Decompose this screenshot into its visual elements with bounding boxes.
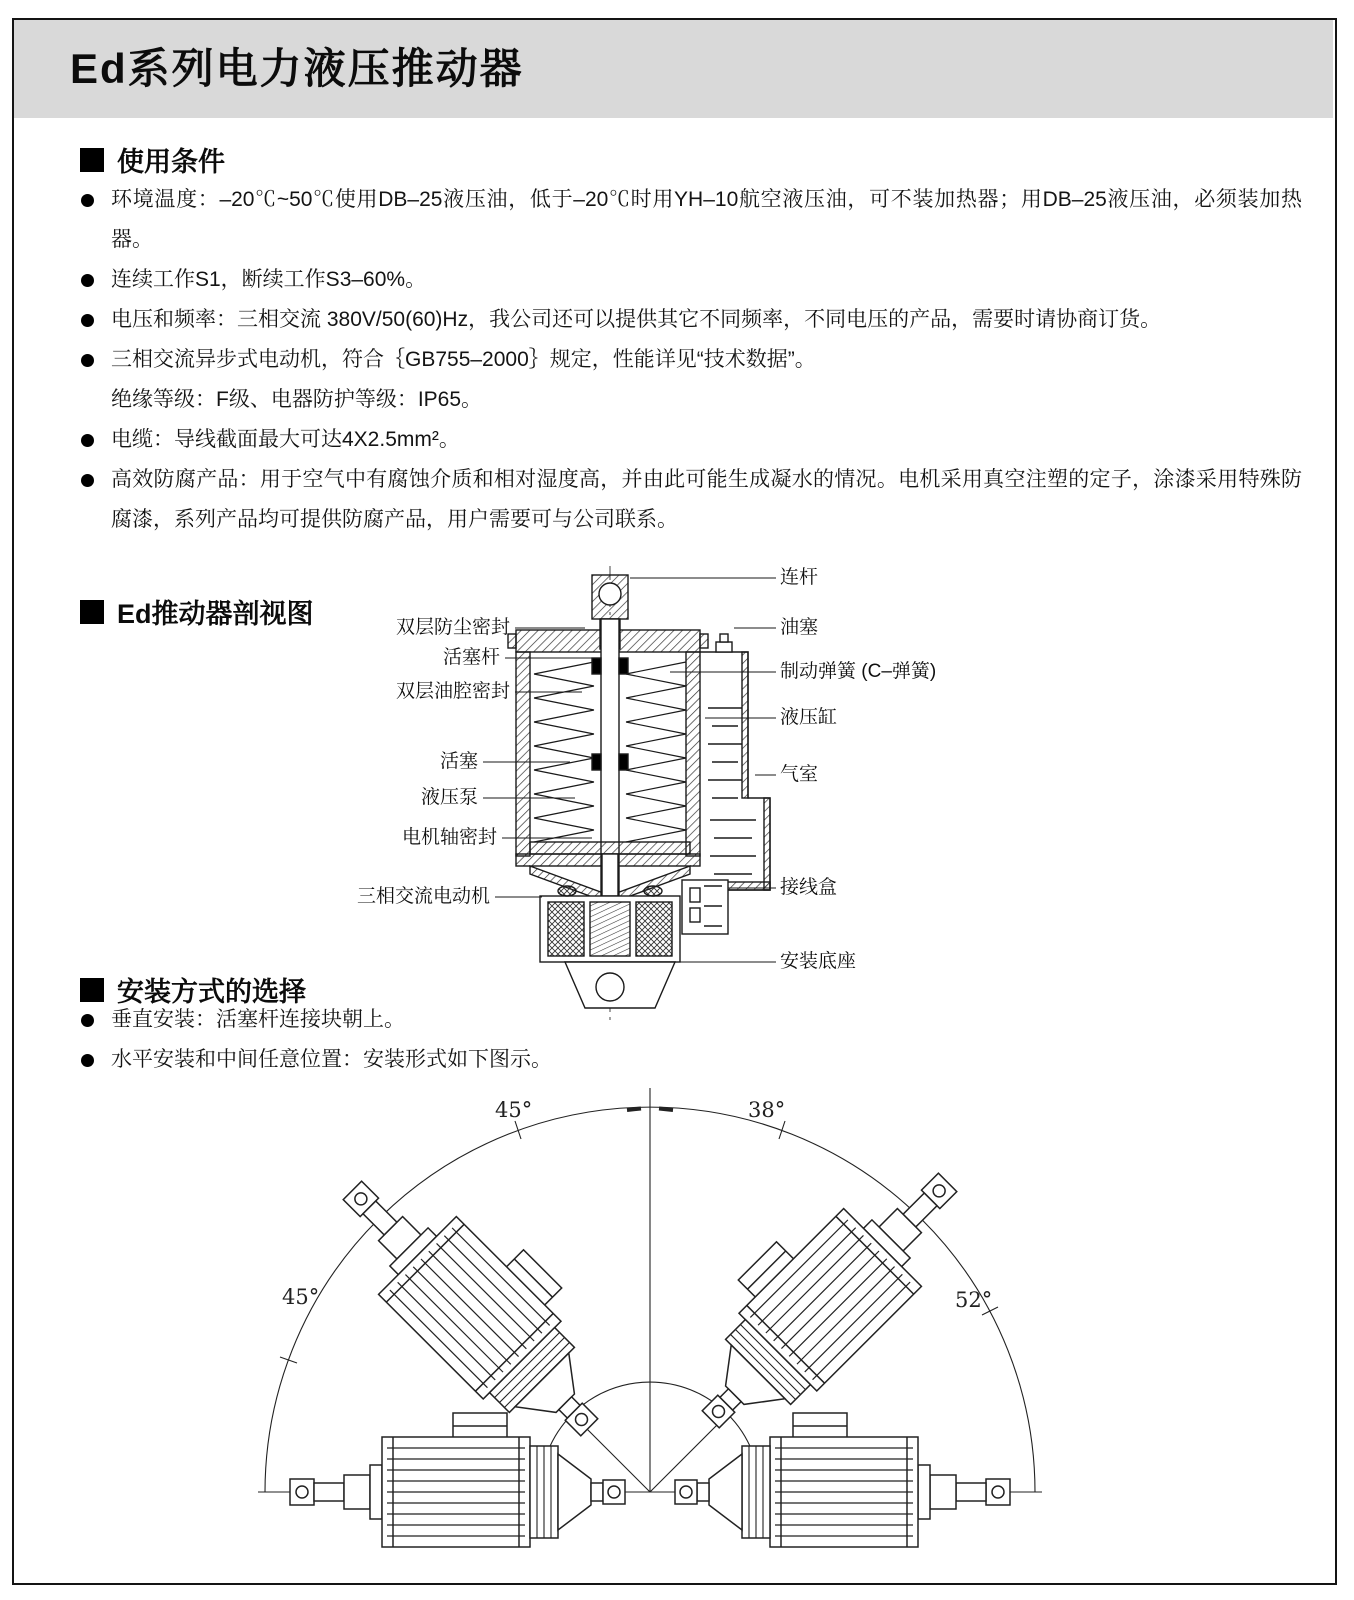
list-item-continuation: [80, 380, 1302, 420]
part-label: 双层油腔密封: [395, 681, 510, 702]
part-label: 安装底座: [780, 951, 857, 972]
bullet-icon: [81, 1054, 94, 1067]
bullet-icon: [81, 474, 94, 487]
list-item-text: 电缆：导线截面最大可达4X2.5mm²。: [111, 428, 460, 451]
list-item-text: 高效防腐产品：用于空气中有腐蚀介质和相对湿度高，并由此可能生成凝水的情况。电机采用真空注塑的定子，涂漆采用特殊防腐漆，系列产品均可提供防腐产品，用户需要可与公司联系。: [111, 468, 1302, 531]
angle-label: 38°: [748, 1098, 786, 1122]
list-item: [80, 340, 1302, 380]
part-label: 油塞: [780, 617, 819, 638]
list-item-text: 绝缘等级：F级、电器防护等级：IP65。: [111, 388, 483, 411]
part-label: 电机轴密封: [401, 827, 497, 848]
list-item-text: 连续工作S1，断续工作S3–60%。: [111, 268, 427, 291]
mounting-list: [80, 1000, 980, 1080]
mounting-figure: [240, 1080, 1120, 1592]
thruster-horizontal-right: [675, 1413, 1010, 1547]
usage-list: [80, 180, 1302, 540]
cutaway-figure: [330, 558, 1020, 1023]
list-item: [80, 300, 1302, 340]
thruster-horizontal-left: [290, 1413, 625, 1547]
list-item-text: 电压和频率：三相交流 380V/50(60)Hz，我公司还可以提供其它不同频率，不同电压的产品，需要时请协商订货。: [111, 308, 1162, 331]
part-label: 双层防尘密封: [395, 617, 510, 638]
section-heading-text: 安装方式的选择: [117, 977, 306, 1007]
thruster-tilted-right: [655, 1127, 987, 1459]
bullet-icon: [81, 1014, 94, 1027]
part-label: 活塞杆: [442, 647, 500, 668]
motor: [540, 886, 680, 962]
list-item-text: 水平安装和中间任意位置：安装形式如下图示。: [111, 1048, 552, 1071]
list-item-text: 环境温度：–20℃~50℃使用DB–25液压油，低于–20℃时用YH–10航空液压油，可不装加热器；用DB–25液压油，必须装加热器。: [111, 188, 1302, 251]
page-title: Ed系列电力液压推动器: [70, 45, 524, 92]
list-item: [80, 1000, 980, 1040]
bullet-icon: [81, 274, 94, 287]
angle-label: 52°: [955, 1288, 993, 1312]
section-heading-usage: [80, 140, 225, 179]
section-heading-cutaway: [80, 592, 314, 631]
angle-label: 45°: [495, 1098, 533, 1122]
bullet-icon: [81, 314, 94, 327]
bullet-icon: [81, 434, 94, 447]
list-item: [80, 420, 1302, 460]
part-label: 制动弹簧 (C–弹簧): [780, 661, 937, 682]
list-item-text: 垂直安装：活塞杆连接块朝上。: [111, 1008, 405, 1031]
section-square-icon: [80, 978, 104, 1002]
bullet-icon: [81, 354, 94, 367]
part-label: 三相交流电动机: [356, 886, 490, 907]
part-label: 连杆: [780, 567, 819, 588]
mounting-diagram: [240, 1080, 1120, 1592]
part-label: 液压泵: [420, 787, 478, 808]
list-item: [80, 180, 1302, 260]
list-item: [80, 460, 1302, 540]
part-label: 接线盒: [780, 877, 838, 898]
section-heading-text: Ed推动器剖视图: [117, 599, 314, 629]
part-label: 气室: [780, 764, 819, 785]
list-item-text: 三相交流异步式电动机，符合｛GB755–2000｝规定，性能详见“技术数据”。: [111, 348, 816, 371]
section-heading-text: 使用条件: [117, 147, 225, 177]
section-square-icon: [80, 600, 104, 624]
junction-box: [682, 880, 728, 934]
list-item: [80, 1040, 980, 1080]
list-item: [80, 260, 1302, 300]
piston-and-pump: [516, 842, 700, 902]
bullet-icon: [81, 194, 94, 207]
part-label: 液压缸: [780, 707, 838, 728]
angle-label: 45°: [282, 1285, 320, 1309]
part-label: 活塞: [439, 751, 478, 772]
section-square-icon: [80, 148, 104, 172]
